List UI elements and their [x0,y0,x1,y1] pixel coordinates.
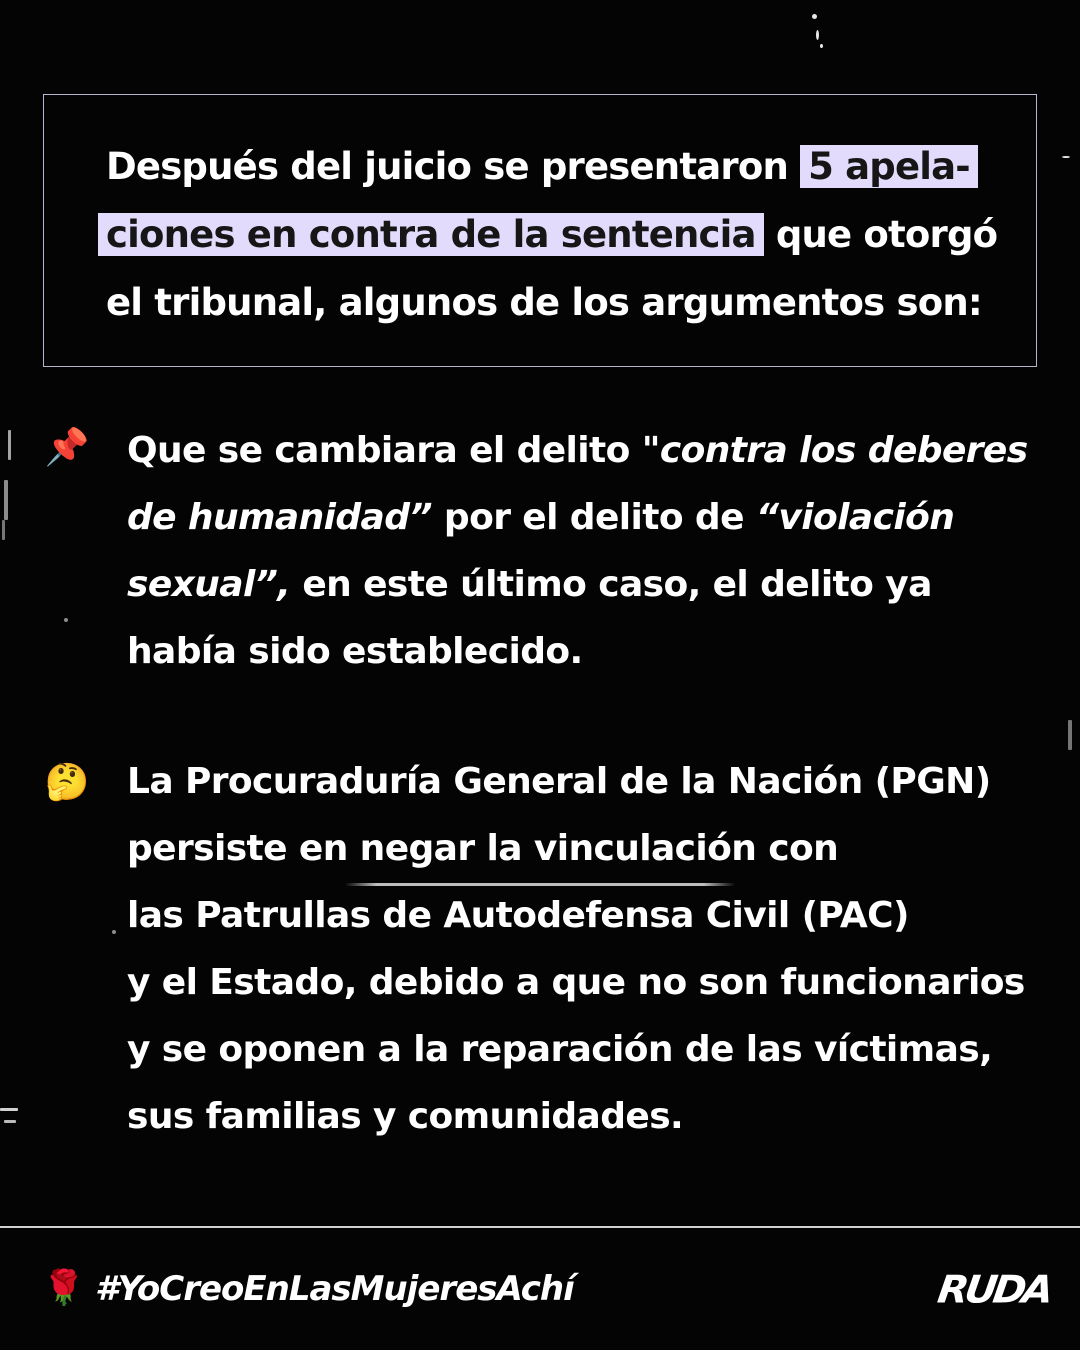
argument-plain: y se oponen a la reparación de las víctimas, [127,1029,993,1070]
argument-line [127,551,1047,618]
argument-line [127,417,1047,484]
intro-line [98,201,1006,269]
grain-speck [1062,156,1070,158]
ruda-logo: RUDA [934,1268,1053,1312]
argument-line [127,949,1047,1016]
argument-emphasis: “violación [755,497,955,538]
argument-plain: por el delito de [431,497,756,538]
grain-speck [2,520,5,540]
intro-box [43,94,1037,367]
grain-speck [8,430,11,460]
argument-line [127,1083,1047,1150]
grain-speck [112,930,116,934]
argument-plain: en este último caso, el delito ya [290,564,932,605]
intro-text-plain: que otorgó [763,213,998,256]
argument-plain: Que se cambiara el delito [127,430,642,471]
argument-line [127,484,1047,551]
argument-emphasis: "contra los deberes [641,430,1028,471]
underline-scratch [345,883,735,886]
argument-line [127,882,1047,949]
intro-text-plain: el tribunal, algunos de los argumentos son: [106,281,982,324]
argument-plain: persiste en negar la vinculación con [127,828,839,869]
grain-speck [4,480,8,520]
footer-divider [0,1226,1080,1228]
argument-plain: había sido establecido. [127,631,583,672]
pushpin-icon: 📌 [44,427,90,468]
intro-text-bold: se presentaron [483,145,801,188]
argument-plain: La Procuraduría General de la Nación (PGN) [127,761,991,802]
argument-line [127,815,1047,882]
grain-speck [816,30,819,40]
grain-speck [64,618,68,622]
grain-speck [4,1120,16,1123]
argument-emphasis: de humanidad” [127,497,432,538]
argument-plain: sus familias y comunidades. [127,1096,684,1137]
highlighted-text: 5 apela- [800,145,978,188]
argument-plain: las Patrullas de Autodefensa Civil (PAC) [127,895,909,936]
rose-icon: 🌹 [42,1268,86,1308]
argument-text [127,748,1047,1150]
grain-speck [812,14,817,19]
grain-speck [1068,720,1072,750]
grain-speck [0,1108,18,1111]
argument-line [127,748,1047,815]
argument-plain: y el Estado, debido a que no son funcionarios [127,962,1025,1003]
argument-line [127,618,1047,685]
hashtag: #YoCreoEnLasMujeresAchí [95,1269,574,1309]
intro-text-plain: Después del juicio [106,145,484,188]
argument-text [127,417,1047,685]
argument-emphasis: sexual”, [127,564,291,605]
intro-text [106,133,1006,337]
argument-line [127,1016,1047,1083]
thinking-face-icon: 🤔 [44,762,90,803]
intro-line [106,133,1006,201]
grain-speck [820,44,823,48]
highlighted-text: ciones en contra de la sentencia [98,213,764,256]
intro-line [106,269,1006,337]
